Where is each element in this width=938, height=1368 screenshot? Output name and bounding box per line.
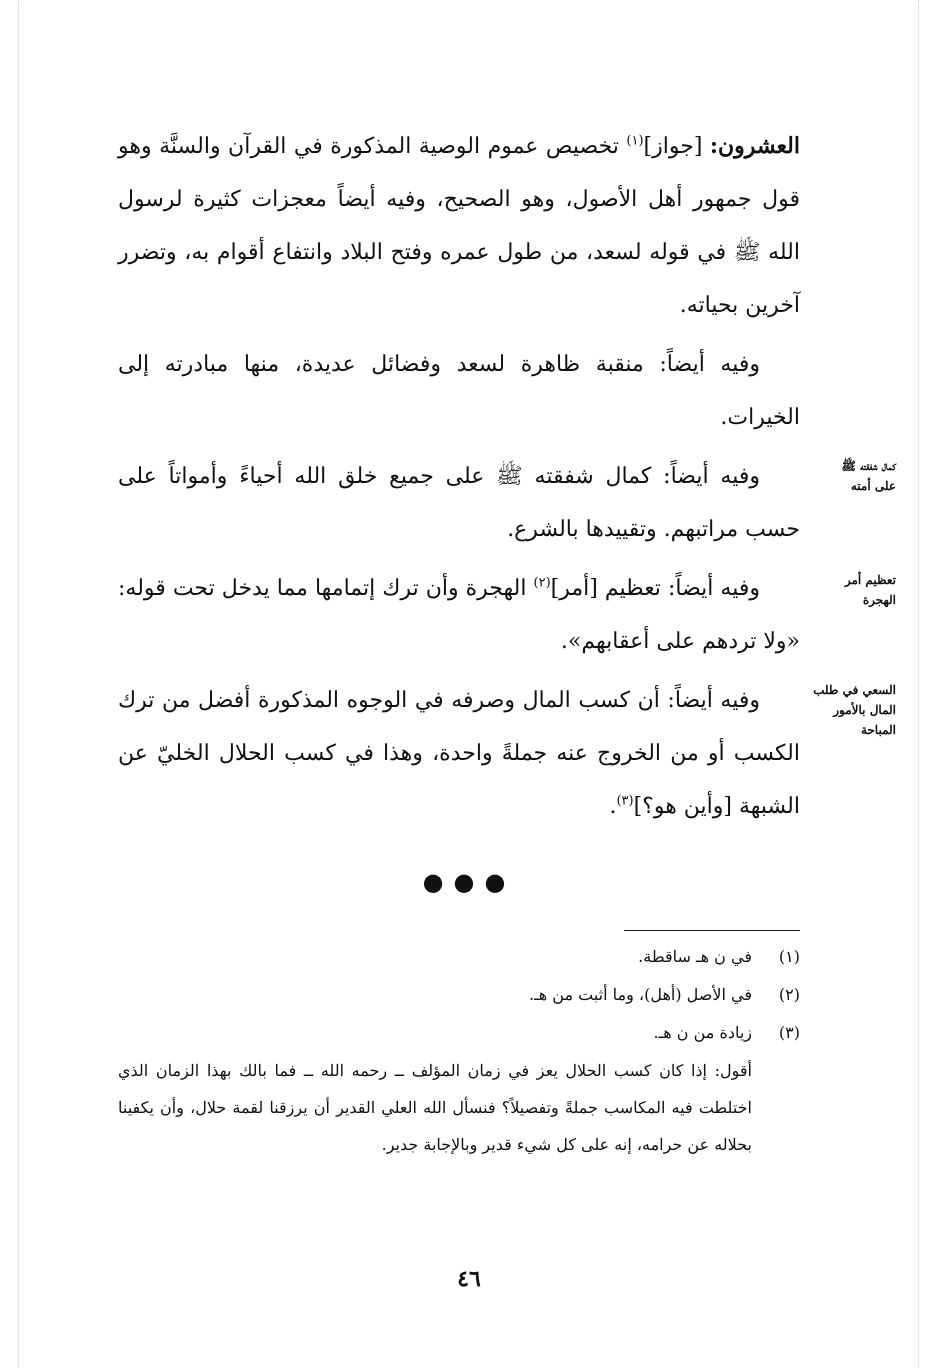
footnote-divider <box>624 930 800 931</box>
margin-note-compassion <box>804 456 896 496</box>
paragraph-text: الهجرة وأن ترك إتمامها مما يدخل تحت قوله: «ولا تردهم على أعقابهم». <box>118 576 800 654</box>
footnote-number: (١) <box>778 947 800 966</box>
paragraph-text: وفيه أيضاً: تعظيم [أمر] <box>550 576 760 601</box>
scan-guide-line-right <box>918 0 919 1368</box>
footnote-ref-2: (٢) <box>533 575 551 591</box>
main-text <box>118 120 800 839</box>
footnotes <box>118 938 800 1163</box>
page-number: ٤٦ <box>457 1266 481 1292</box>
paragraph-text: تخصيص عموم الوصية المذكورة في القرآن والسنَّة وهو قول جمهور أهل الأصول، وهو الصحيح، وفيه أيضاً معجزات كثيرة لرسول الله ﷺ في قوله لسعد، من طول عمره وفتح البلاد وانتفاع أقوام به، وتضرر آخرين بحياته. <box>118 134 800 318</box>
scan-guide-line-left <box>18 0 19 1368</box>
margin-note-line: كمال شفقته ﷺ <box>841 459 896 473</box>
section-separator-dots: ●●● <box>422 868 516 896</box>
editor-comment: أقول: إذا كان كسب الحلال يعز في زمان المؤلف ــ رحمه الله ــ فما بالك بهذا الزمان الذي اختلطت فيه المكاسب جملةً وتفصيلاً؟ فنسأل الله العلي القدير أن يرزقنا لقمة حلال، وأن يكفينا بحلاله عن حرامه، إنه على كل شيء قدير وبالإجابة جدير. <box>118 1061 752 1154</box>
footnote-1 <box>118 938 800 976</box>
margin-note-earning <box>804 680 896 740</box>
margin-note-line: المال بالأمور <box>833 703 896 717</box>
margin-note-line: السعي في طلب <box>813 683 896 697</box>
margin-note-line: الهجرة <box>862 593 896 607</box>
paragraph-compassion: وفيه أيضاً: كمال شفقته ﷺ على جميع خلق الله أحياءً وأمواتاً على حسب مراتبهم. وتقييدها بالشرع. <box>118 464 800 542</box>
footnote-ref-3: (٣) <box>616 793 634 809</box>
margin-note-line: المباحة <box>860 723 896 737</box>
footnote-text: في ن هـ ساقطة. <box>638 947 752 966</box>
margin-note-line: على أمته <box>850 479 896 493</box>
footnote-number: (٢) <box>778 985 800 1004</box>
footnote-number: (٣) <box>778 1023 800 1042</box>
paragraph-twentieth-point <box>118 120 800 332</box>
paragraph-text: [جواز] <box>643 134 703 159</box>
footnote-3 <box>118 1014 800 1052</box>
paragraph-text: وفيه أيضاً: أن كسب المال وصرفه في الوجوه المذكورة أفضل من ترك الكسب أو من الخروج عنه جملةً واحدة، وهذا في كسب الحلال الخليّ عن الشبهة [وأين هو؟] <box>118 688 800 819</box>
footnote-text: زيادة من ن هـ. <box>653 1023 752 1042</box>
margin-note-hijra <box>804 570 896 610</box>
paragraph-text: . <box>609 794 617 819</box>
footnote-ref-1: (١) <box>626 133 644 149</box>
paragraph-earning-wealth <box>118 674 800 833</box>
footnote-text: في الأصل (أهل)، وما أثبت من هـ. <box>529 985 752 1004</box>
paragraph-hijra <box>118 562 800 668</box>
margin-note-line: تعظيم أمر <box>844 573 896 587</box>
footnote-2 <box>118 976 800 1014</box>
point-heading: العشرون: <box>709 133 801 159</box>
paragraph-virtue-of-saad: وفيه أيضاً: منقبة ظاهرة لسعد وفضائل عديدة، منها مبادرته إلى الخيرات. <box>118 352 800 430</box>
